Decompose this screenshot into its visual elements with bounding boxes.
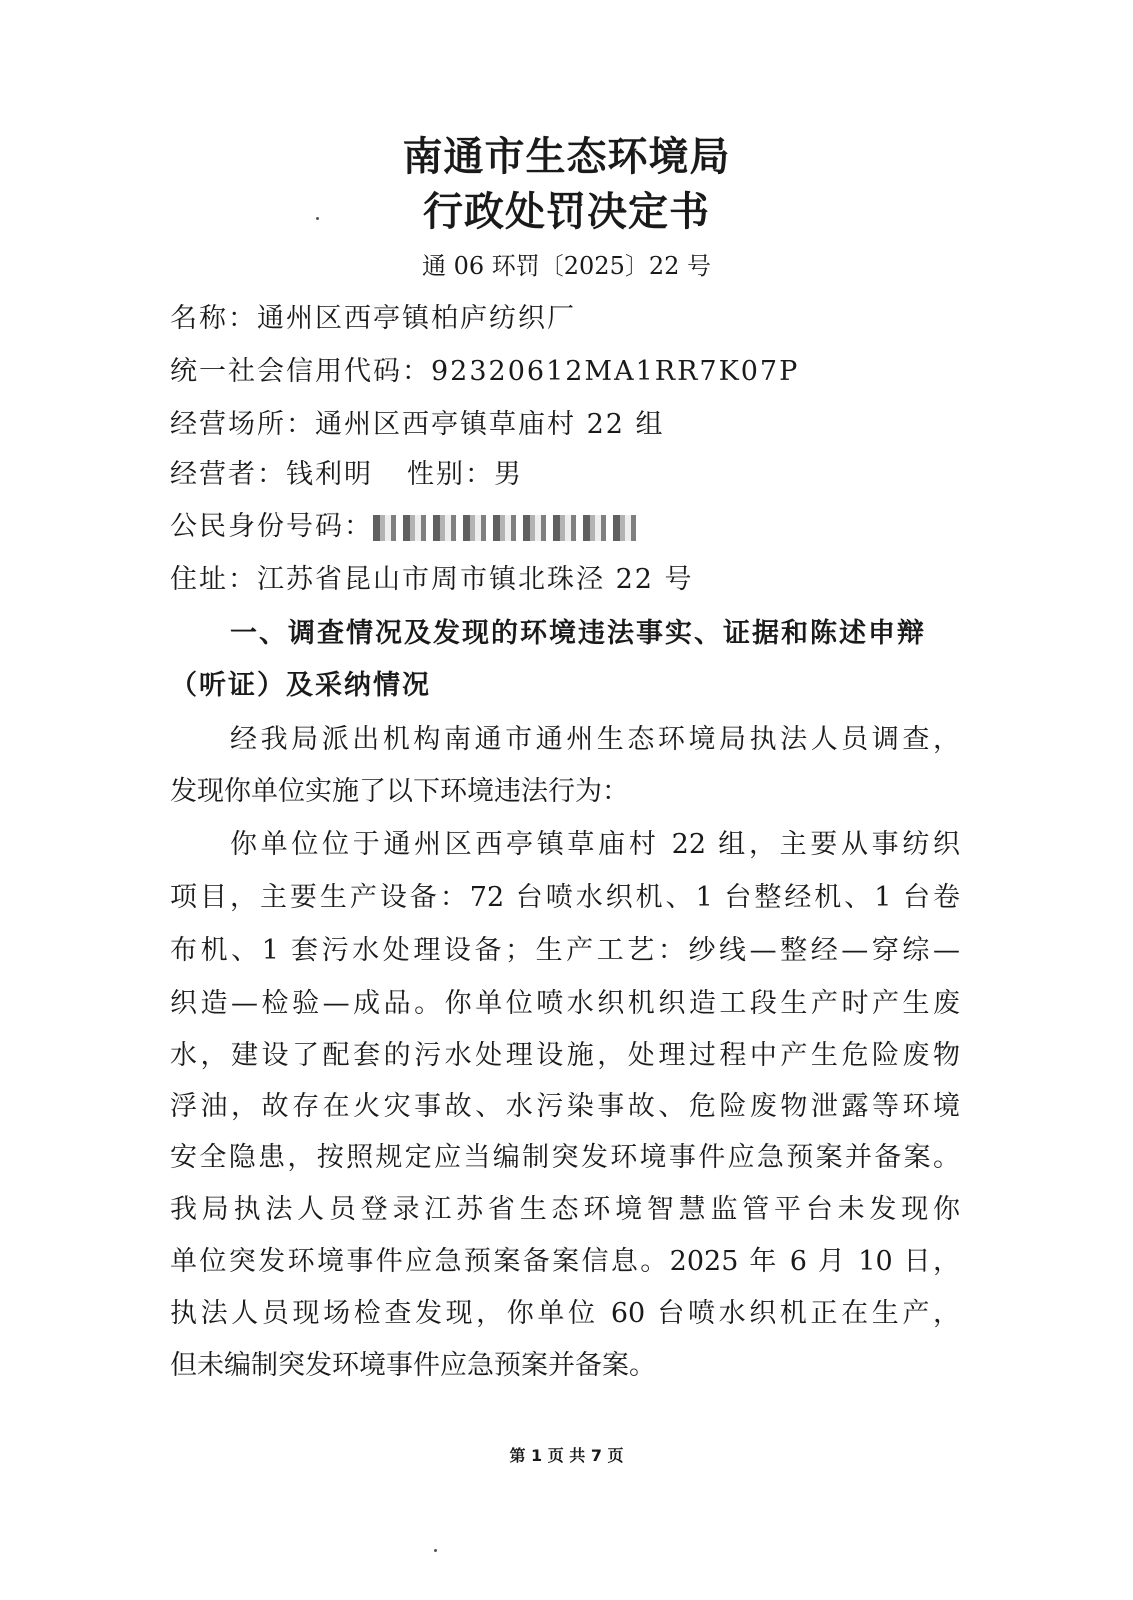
- operator-label: 经营者：: [170, 459, 286, 490]
- page-footer: 第 1 页 共 7 页: [509, 1446, 624, 1465]
- address-value: 江苏省昆山市周市镇北珠泾 22 号: [257, 564, 694, 595]
- party-name-label: 名称：: [170, 303, 257, 334]
- paragraph-2-line: 布机、1 套污水处理设备；生产工艺：纱线—整经—穿综—: [170, 935, 960, 966]
- credit-code-row: [170, 358, 799, 385]
- redacted-id-number: [373, 515, 643, 541]
- id-number-row: [170, 513, 643, 541]
- business-place-label: 经营场所：: [170, 409, 315, 440]
- section-1-heading-line-1: 一、调查情况及发现的环境违法事实、证据和陈述申辩: [230, 618, 926, 649]
- paragraph-2-line: 项目，主要生产设备：72 台喷水织机、1 台整经机、1 台卷: [170, 882, 960, 913]
- paragraph-2-line: 我局执法人员登录江苏省生态环境智慧监管平台未发现你: [170, 1194, 960, 1225]
- document-number: 通 06 环罚〔2025〕22 号: [421, 252, 712, 280]
- business-place-row: [170, 411, 665, 438]
- id-number-label: 公民身份号码：: [170, 511, 373, 542]
- paragraph-2-line: 织造—检验—成品。你单位喷水织机织造工段生产时产生废: [170, 988, 960, 1019]
- paragraph-2-line: 单位突发环境事件应急预案备案信息。2025 年 6 月 10 日，: [170, 1246, 960, 1277]
- address-label: 住址：: [170, 564, 257, 595]
- paragraph-2-line: 浮油，故存在火灾事故、水污染事故、危险废物泄露等环境: [170, 1091, 960, 1122]
- scan-speck: [316, 217, 319, 220]
- credit-code-value: 92320612MA1RR7K07P: [431, 356, 800, 387]
- scan-speck: [434, 1549, 437, 1552]
- operator-value: 钱利明: [286, 459, 373, 490]
- gender-value: 男: [494, 459, 523, 490]
- party-name-row: [170, 305, 576, 332]
- paragraph-2-line: 但未编制突发环境事件应急预案并备案。: [170, 1350, 656, 1381]
- operator-row: [170, 461, 523, 488]
- document-title-line-2: 行政处罚决定书: [423, 189, 710, 235]
- paragraph-2-line: 安全隐患，按照规定应当编制突发环境事件应急预案并备案。: [170, 1142, 960, 1173]
- paragraph-2-line: 水，建设了配套的污水处理设施，处理过程中产生危险废物: [170, 1040, 960, 1071]
- paragraph-2-line: 执法人员现场检查发现，你单位 60 台喷水织机正在生产，: [170, 1298, 960, 1329]
- paragraph-1-line: 发现你单位实施了以下环境违法行为：: [170, 776, 629, 807]
- paragraph-2-line: 你单位位于通州区西亭镇草庙村 22 组，主要从事纺织: [230, 829, 960, 860]
- business-place-value: 通州区西亭镇草庙村 22 组: [315, 409, 665, 440]
- document-title-line-1: 南通市生态环境局: [402, 134, 731, 180]
- party-name-value: 通州区西亭镇柏庐纺织厂: [257, 303, 576, 334]
- address-row: [170, 566, 694, 593]
- credit-code-label: 统一社会信用代码：: [170, 356, 431, 387]
- gender-label: 性别：: [407, 459, 494, 490]
- paragraph-1-line: 经我局派出机构南通市通州生态环境局执法人员调查，: [230, 724, 960, 755]
- section-1-heading-line-2: （听证）及采纳情况: [170, 670, 431, 701]
